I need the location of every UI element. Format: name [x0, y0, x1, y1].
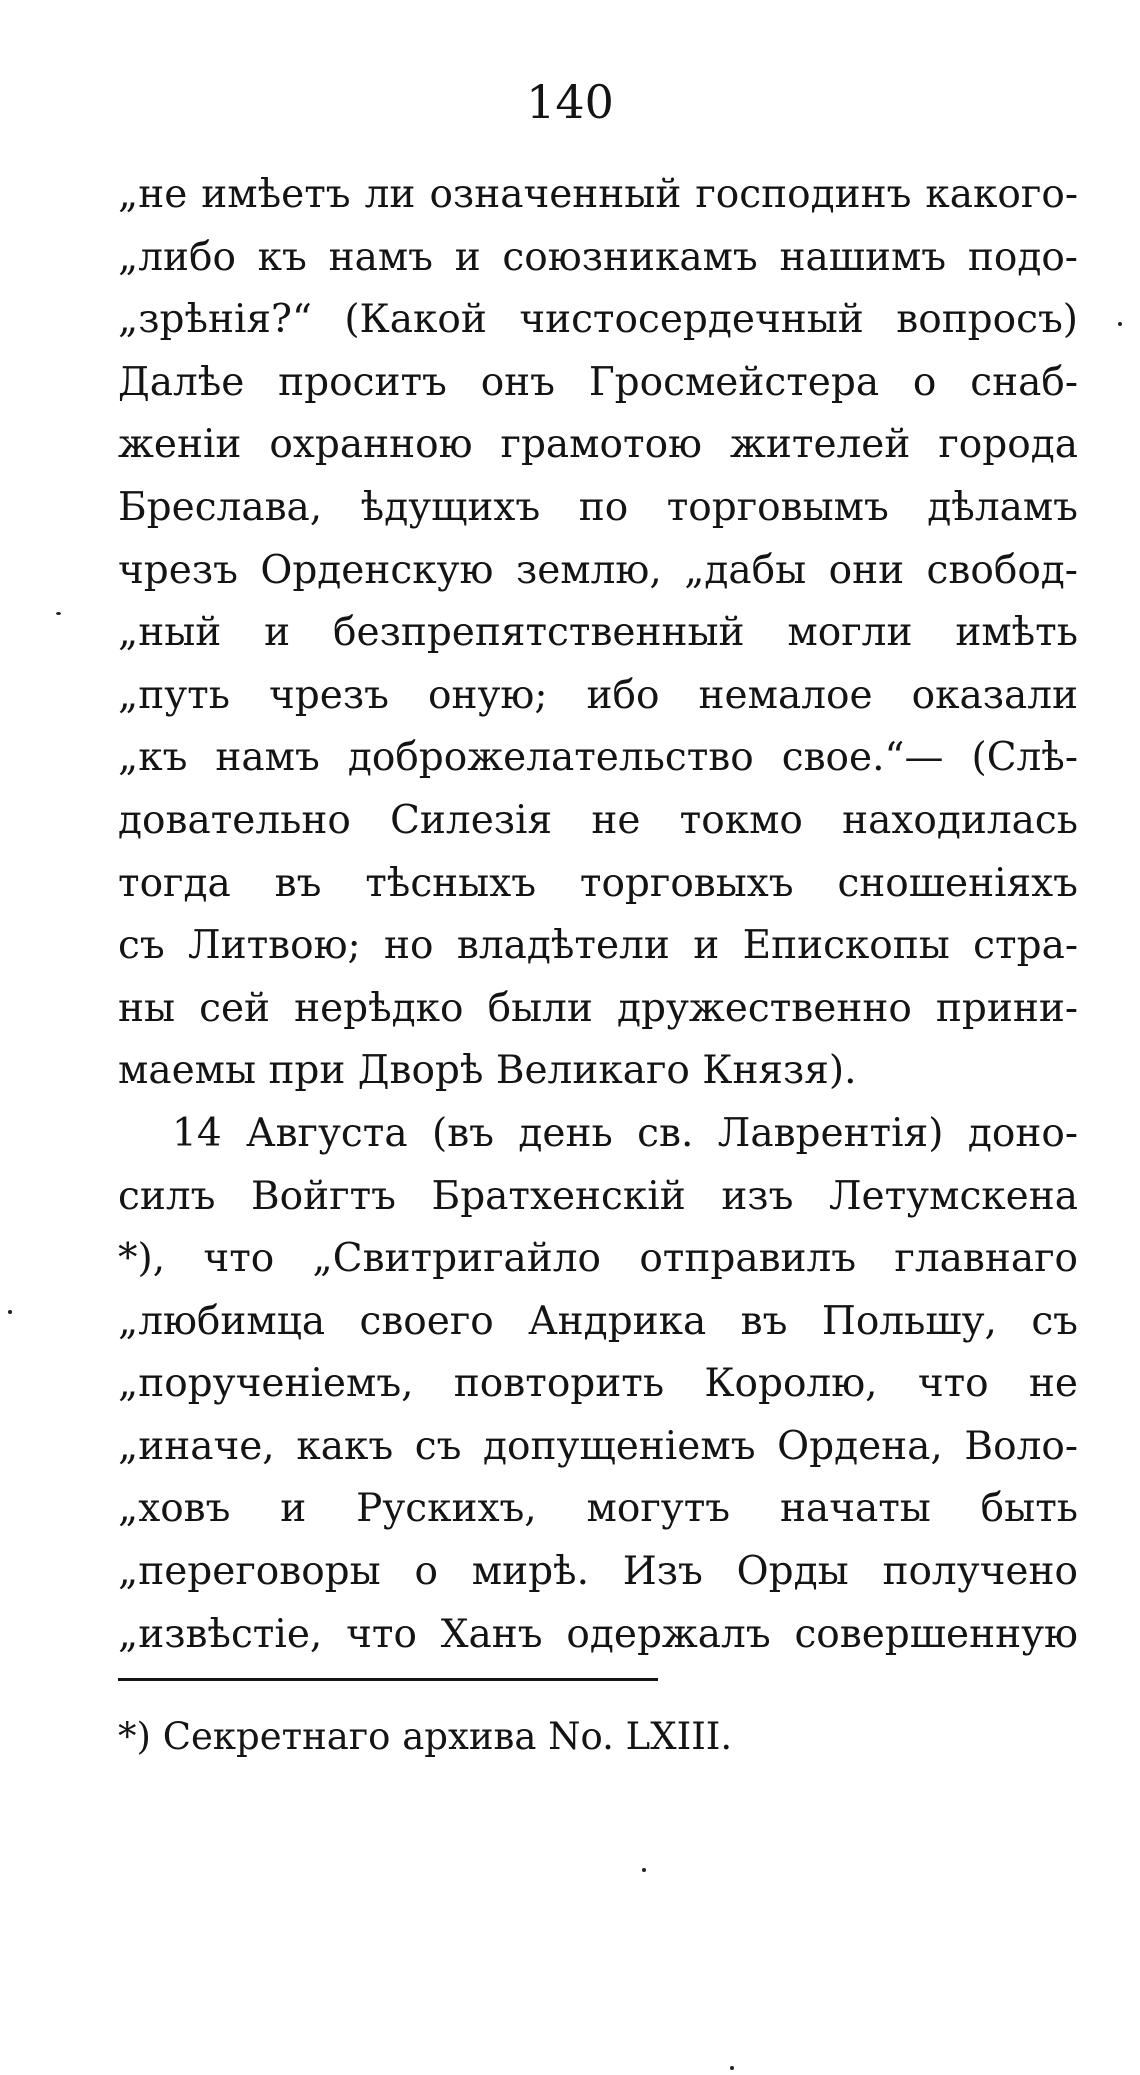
text-line: чрезъ Орденскую землю, „дабы они свобод-: [118, 547, 1078, 593]
print-speck: [730, 2066, 734, 2070]
text-line: „иначе, какъ съ допущеніемъ Ордена, Воло-: [118, 1423, 1078, 1469]
text-line: „либо къ намъ и союзникамъ нашимъ подо-: [118, 234, 1078, 280]
print-speck: [8, 1310, 12, 1314]
footnote-divider: [118, 1678, 658, 1681]
paragraph-end-line: маемы при Дворѣ Великаго Князя).: [118, 1048, 857, 1094]
text-line: довательно Силезія не токмо находилась: [118, 797, 1078, 843]
text-line: „любимца своего Андрика въ Польшу, съ: [118, 1298, 1078, 1344]
text-line: „не имѣетъ ли означенный господинъ какого-: [118, 172, 1078, 217]
text-line: силъ Войгтъ Братхенскій изъ Летумскена: [118, 1173, 1078, 1219]
text-line: Далѣе проситъ онъ Гросмейстера о снаб-: [118, 359, 1078, 405]
page-number: 140: [526, 75, 614, 129]
text-line: „извѣстіе, что Ханъ одержалъ совершенную: [118, 1611, 1078, 1657]
text-line: „къ намъ доброжелательство свое.“— (Слѣ-: [118, 735, 1078, 781]
text-line: „путь чрезъ оную; ибо немалое оказали: [118, 672, 1078, 718]
text-line: ны сей нерѣдко были дружественно прини-: [118, 985, 1078, 1031]
print-speck: [642, 1868, 646, 1872]
text-line: „зрѣнія?“ (Какой чистосердечный вопросъ): [118, 297, 1078, 343]
text-line: „переговоры о мирѣ. Изъ Орды получено: [118, 1549, 1078, 1595]
text-line: Бреслава, ѣдущихъ по торговымъ дѣламъ: [118, 484, 1078, 530]
text-line: *), что „Свитригайло отправилъ главнаго: [118, 1236, 1078, 1282]
text-line: тогда въ тѣсныхъ торговыхъ сношеніяхъ: [118, 860, 1078, 906]
text-line: женіи охранною грамотою жителей города: [118, 422, 1078, 468]
text-line: „ховъ и Рускихъ, могутъ начаты быть: [118, 1486, 1078, 1532]
text-line: „ный и безпрепятственный могли имѣть: [118, 610, 1078, 656]
body-text: [118, 164, 1078, 1666]
print-speck: [1118, 322, 1122, 326]
print-speck: [56, 612, 61, 615]
text-line: „порученіемъ, повторить Королю, что не: [118, 1361, 1078, 1407]
paragraph-start-line: 14 Августа (въ день св. Лаврентія) доно-: [172, 1110, 1078, 1156]
text-line: съ Литвою; но владѣтели и Епископы стра-: [118, 923, 1078, 969]
footnote: *) Секретнаго архива No. LXIII.: [118, 1715, 733, 1758]
